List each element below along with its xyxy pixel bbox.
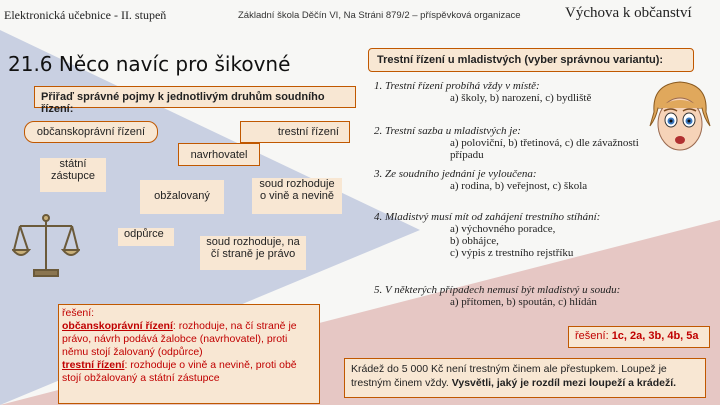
quiz-heading: Trestní řízení u mladistvých (vyber správnou variantu): bbox=[368, 48, 694, 72]
solution-civil-text-c: němu stojí žalovaný (odpůrce) bbox=[62, 346, 203, 358]
solution-criminal-term: trestní řízení bbox=[62, 359, 125, 371]
plaintiff-term[interactable]: navrhovatel bbox=[178, 143, 260, 166]
note-line1: Krádež do 5 000 Kč není trestným činem ale přestupkem. Loupež je bbox=[351, 363, 667, 375]
quiz-question-1 bbox=[374, 80, 674, 104]
note-line2a: trestným činem vždy. bbox=[351, 377, 452, 389]
note-line2 bbox=[351, 376, 699, 390]
solution-right-label: řešení: bbox=[575, 330, 612, 342]
quiz-question-1-text: 1. Trestní řízení probíhá vždy v místě: bbox=[374, 80, 540, 92]
instruction-box: Přiřaď správné pojmy k jednotlivým druhům soudního řízení: bbox=[34, 86, 356, 108]
solution-criminal-text-b: stojí obžalovaný a státní zástupce bbox=[62, 372, 220, 384]
quiz-question-4-option-c[interactable]: c) výpis z trestního rejstříku bbox=[450, 247, 574, 259]
quiz-question-3-text: 3. Ze soudního jednání je vyloučena: bbox=[374, 168, 537, 180]
surprised-face-icon bbox=[644, 78, 716, 160]
quiz-question-5-text: 5. V některých případech nemusí být mladistvý u soudu: bbox=[374, 284, 621, 296]
solution-civil-text-a: : rozhoduje, na čí straně je bbox=[172, 320, 297, 332]
court-guilt-term[interactable] bbox=[252, 178, 342, 214]
court-right-line1: soud rozhoduje, na bbox=[206, 236, 300, 248]
solution-civil-term: občanskoprávní řízení bbox=[62, 320, 173, 332]
court-right-term[interactable] bbox=[200, 236, 306, 270]
quiz-question-4 bbox=[374, 211, 674, 259]
prosecutor-term[interactable] bbox=[40, 158, 106, 192]
solution-civil-line bbox=[62, 320, 316, 333]
quiz-question-1-options[interactable]: a) školy, b) narození, c) bydliště bbox=[450, 92, 592, 104]
quiz-question-4-option-a[interactable]: a) výchovného poradce, bbox=[450, 223, 556, 235]
prosecutor-line1: státní bbox=[59, 158, 87, 170]
solution-left-box bbox=[58, 304, 320, 404]
solution-right-answers: 1c, 2a, 3b, 4b, 5a bbox=[611, 330, 699, 342]
defendant-term[interactable]: obžalovaný bbox=[140, 180, 224, 214]
header-school-text: Základní škola Děčín VI, Na Stráni 879/2 – příspěvková organizace bbox=[238, 10, 521, 21]
solution-right-box bbox=[568, 326, 710, 348]
court-right-line2: čí straně je právo bbox=[210, 248, 296, 260]
criminal-proceedings-chip[interactable]: trestní řízení bbox=[240, 121, 350, 143]
quiz-question-5 bbox=[374, 284, 674, 308]
quiz-question-3-options[interactable]: a) rodina, b) veřejnost, c) škola bbox=[450, 180, 588, 192]
quiz-question-2-options[interactable]: a) poloviční, b) třetinová, c) dle závažnosti případu bbox=[450, 137, 639, 161]
quiz-question-2-text: 2. Trestní sazba u mladistvých je: bbox=[374, 125, 521, 137]
civil-proceedings-chip[interactable]: občanskoprávní řízení bbox=[24, 121, 158, 143]
solution-criminal-line bbox=[62, 359, 316, 372]
quiz-question-4-text: 4. Mladistvý musí mít od zahájení trestního stíhání: bbox=[374, 211, 601, 223]
prosecutor-line2: zástupce bbox=[50, 170, 96, 182]
solution-left-label: řešení: bbox=[62, 307, 95, 319]
solution-civil-text-b: právo, návrh podává žalobce (navrhovatel), proti bbox=[62, 333, 288, 345]
quiz-question-3 bbox=[374, 168, 674, 192]
solution-criminal-text-a: : rozhoduje o vině a nevině, proti obě bbox=[124, 359, 297, 371]
header bbox=[0, 0, 720, 34]
scales-of-justice-icon bbox=[12, 210, 80, 280]
header-left-text: Elektronická učebnice - II. stupeň bbox=[4, 8, 167, 22]
quiz-question-5-options[interactable]: a) přítomen, b) spoután, c) hlídán bbox=[450, 296, 597, 308]
note-line2b: Vysvětli, jaký je rozdíl mezi loupeží a krádeží. bbox=[451, 377, 677, 389]
respondent-term[interactable]: odpůrce bbox=[118, 228, 174, 246]
theft-robbery-note bbox=[344, 358, 706, 398]
court-guilt-line1: soud rozhoduje bbox=[259, 178, 335, 190]
court-guilt-line2: o vině a nevině bbox=[260, 190, 334, 202]
quiz-question-4-option-b[interactable]: b) obhájce, bbox=[450, 235, 499, 247]
page-title: 21.6 Něco navíc pro šikovné bbox=[8, 52, 291, 76]
header-subject-text: Výchova k občanství bbox=[565, 5, 692, 21]
quiz-question-2 bbox=[374, 125, 674, 161]
